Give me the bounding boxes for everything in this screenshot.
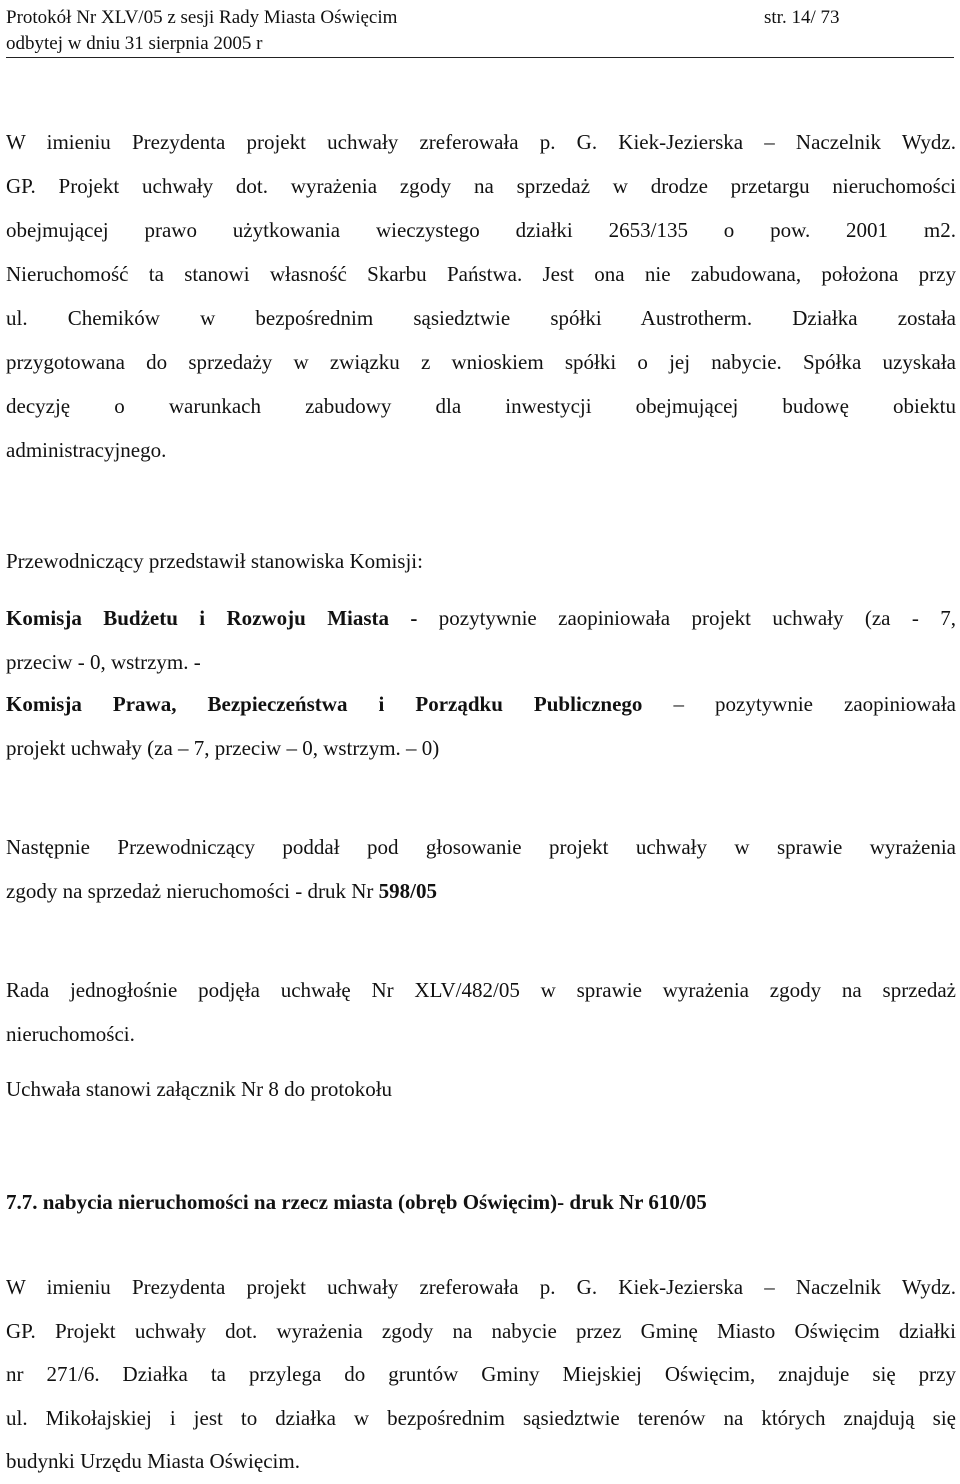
chair-intro: Przewodniczący przedstawił stanowiska Komisji: [6, 549, 423, 573]
text-line: nieruchomości. [6, 1022, 135, 1046]
text-line: przeciw - 0, wstrzym. - [6, 650, 201, 674]
text-line: Komisja Budżetu i Rozwoju Miasta - pozytywnie zaopiniowała projekt uchwały (za - 7, [6, 606, 956, 630]
document-title: Protokół Nr XLV/05 z sesji Rady Miasta Oświęcim [6, 7, 398, 28]
text-line: GP. Projekt uchwały dot. wyrażenia zgody na nabycie przez Gminę Miasto Oświęcim działki [6, 1318, 956, 1343]
print-number: 598/05 [378, 879, 437, 903]
text-line: obejmującej prawo użytkowania wieczystego działki 2653/135 o pow. 2001 m2. [6, 218, 956, 242]
committee-law-opinion [6, 682, 956, 770]
text-line: Nieruchomość ta stanowi własność Skarbu Państwa. Jest ona nie zabudowana, położona przy [6, 262, 956, 286]
page-header [6, 5, 954, 58]
committee-budget-opinion [6, 596, 956, 684]
attachment-note: Uchwała stanowi załącznik Nr 8 do protokołu [6, 1077, 393, 1101]
committee-name: Komisja Prawa, Bezpieczeństwa i Porządku Publicznego [6, 692, 643, 716]
session-date: odbytej w dniu 31 sierpnia 2005 r [6, 33, 263, 54]
text-line: budynki Urzędu Miasta Oświęcim. [6, 1449, 300, 1473]
text-line: projekt uchwały (za – 7, przeciw – 0, wstrzym. – 0) [6, 736, 440, 760]
text-line: zgody na sprzedaż nieruchomości - druk Nr 598/05 [6, 879, 437, 903]
section-heading: 7.7. nabycia nieruchomości na rzecz miasta (obręb Oświęcim)- druk Nr 610/05 [6, 1190, 707, 1214]
resolution-paragraph [6, 968, 956, 1056]
committee-name: Komisja Budżetu i Rozwoju Miasta - [6, 606, 418, 630]
vote-paragraph [6, 825, 956, 913]
text-line: W imieniu Prezydenta projekt uchwały zreferowała p. G. Kiek-Jezierska – Naczelnik Wydz. [6, 1275, 956, 1299]
text-line: ul. Mikołajskiej i jest to działka w bezpośrednim sąsiedztwie terenów na których znajdują się [6, 1405, 956, 1430]
paragraph-acquisition [6, 1266, 956, 1484]
text-line: nr 271/6. Działka ta przylega do gruntów Gminy Miejskiej Oświęcim, znajduje się przy [6, 1362, 956, 1386]
text-line: decyzję o warunkach zabudowy dla inwestycji obejmującej budowę obiektu [6, 394, 956, 418]
text-line: GP. Projekt uchwały dot. wyrażenia zgody na sprzedaż w drodze przetargu nieruchomości [6, 174, 956, 198]
text-line: ul. Chemików w bezpośrednim sąsiedztwie spółki Austrotherm. Działka została [6, 306, 956, 330]
page-number: str. 14/ 73 [764, 7, 840, 28]
paragraph-presentation [6, 120, 956, 472]
text-line: W imieniu Prezydenta projekt uchwały zreferowała p. G. Kiek-Jezierska – Naczelnik Wydz. [6, 130, 956, 154]
text-line: Następnie Przewodniczący poddał pod głosowanie projekt uchwały w sprawie wyrażenia [6, 835, 956, 859]
text-line: przygotowana do sprzedaży w związku z wnioskiem spółki o jej nabycie. Spółka uzyskała [6, 350, 956, 374]
text-line: Komisja Prawa, Bezpieczeństwa i Porządku Publicznego – pozytywnie zaopiniowała [6, 692, 956, 716]
text-line: Rada jednogłośnie podjęła uchwałę Nr XLV/482/05 w sprawie wyrażenia zgody na sprzedaż [6, 978, 956, 1002]
text-line: administracyjnego. [6, 438, 167, 462]
